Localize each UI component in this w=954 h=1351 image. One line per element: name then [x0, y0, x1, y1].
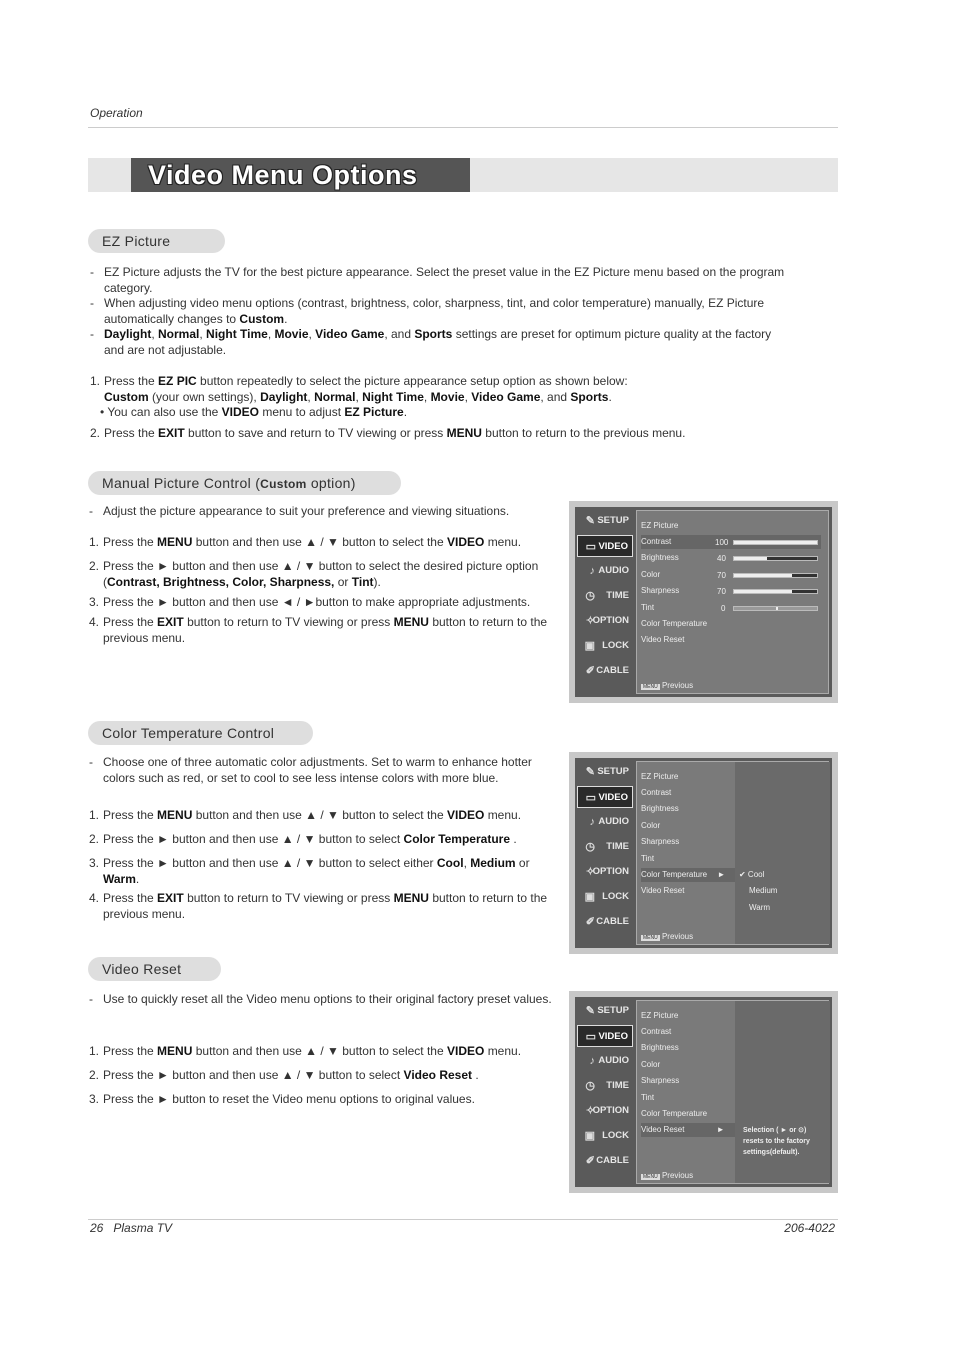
section-label: Operation	[90, 106, 143, 120]
osd-item-sharpness[interactable]: Sharpness	[641, 1076, 680, 1085]
osd-color-temp-menu	[569, 752, 838, 954]
osd-panel	[636, 1000, 829, 1184]
osd-item-colortemp[interactable]: Color Temperature ►	[641, 868, 736, 882]
osd-item-tint[interactable]: Tint	[641, 1093, 655, 1102]
osd-submenu	[735, 1001, 830, 1183]
contrast-fill	[734, 541, 817, 544]
reset-step-2: 2. Press the ► button and then use ▲ / ▼ button to select Video Reset .	[89, 1068, 479, 1082]
brightness-value: 40	[717, 554, 726, 563]
sharpness-value: 70	[717, 587, 726, 596]
footer-page: 26 Plasma TV	[90, 1221, 173, 1235]
osd-previous[interactable]: MENU Previous	[643, 932, 694, 941]
ct-option-medium[interactable]: Medium	[749, 886, 778, 895]
manual-step-4: 4. Press the EXIT button to return to TV viewing or press MENU button to return to the previous menu.	[89, 615, 548, 645]
color-fill	[734, 574, 792, 577]
clock-icon: ◷	[585, 1080, 595, 1092]
osd-item-ez[interactable]: EZ Picture	[641, 521, 679, 530]
tint-marker	[734, 607, 778, 610]
video-reset-heading: Video Reset	[88, 957, 221, 981]
wrench-icon: ✎	[585, 515, 595, 527]
reset-bullet-1: - Use to quickly reset all the Video menu options to their original factory preset values.	[89, 992, 552, 1006]
tint-bar[interactable]	[733, 606, 818, 611]
ez-bullet-1: - EZ Picture adjusts the TV for the best picture appearance. Select the preset value in the EZ Picture menu based on the program category.	[90, 265, 785, 295]
osd-side-lock[interactable]: ▣ LOCK	[584, 1130, 629, 1142]
speaker-icon: ♪	[589, 1055, 595, 1067]
option-icon: ✧	[585, 1105, 595, 1117]
speaker-icon: ♪	[589, 565, 595, 577]
plug-icon: ✐	[585, 916, 595, 928]
osd-item-reset[interactable]: Video Reset	[641, 886, 685, 895]
osd-item-sharpness[interactable]: Sharpness	[641, 837, 680, 846]
osd-side-cable[interactable]: ✐ CABLE	[577, 911, 633, 933]
wrench-icon: ✎	[585, 766, 595, 778]
osd-side-option[interactable]: ✧ OPTION	[577, 610, 633, 632]
manual-bullet-1: - Adjust the picture appearance to suit your preference and viewing situations.	[89, 504, 510, 518]
header-rule	[88, 127, 838, 128]
osd-item-color[interactable]: Color	[641, 570, 661, 579]
tint-value: 0	[721, 604, 726, 613]
plug-icon: ✐	[585, 1155, 595, 1167]
osd-side-setup[interactable]: ✎ SETUP	[577, 1000, 633, 1022]
monitor-icon: ▭	[585, 792, 596, 804]
speaker-icon: ♪	[589, 816, 595, 828]
lock-icon: ▣	[584, 640, 595, 652]
color-value: 70	[717, 571, 726, 580]
osd-item-tint[interactable]: Tint	[641, 854, 655, 863]
color-bar[interactable]	[733, 573, 818, 578]
manual-step-2: 2. Press the ► button and then use ▲ / ▼ button to select the desired picture option (Contrast, Brightness, Color, Sharpness, or Tint).	[89, 559, 539, 589]
footer-rule	[88, 1219, 838, 1220]
contrast-bar[interactable]	[733, 540, 818, 545]
osd-side-time[interactable]: ◷ TIME	[577, 585, 633, 607]
lock-icon: ▣	[584, 1130, 595, 1142]
osd-side-audio[interactable]: ♪ AUDIO	[577, 560, 633, 582]
plug-icon: ✐	[585, 665, 595, 677]
osd-side-audio[interactable]: ♪ AUDIO	[577, 811, 633, 833]
clock-icon: ◷	[585, 590, 595, 602]
page-title: Video Menu Options	[148, 160, 418, 190]
osd-item-brightness[interactable]: Brightness	[641, 1043, 679, 1052]
osd-video-menu	[569, 501, 838, 703]
osd-submenu	[735, 762, 830, 944]
osd-item-color[interactable]: Color	[641, 1060, 661, 1069]
clock-icon: ◷	[585, 841, 595, 853]
manual-picture-heading: Manual Picture Control (Custom option)	[88, 471, 401, 495]
osd-inner	[575, 997, 832, 1187]
osd-previous[interactable]: MENU Previous	[643, 1171, 694, 1180]
osd-item-contrast[interactable]: Contrast	[641, 535, 821, 549]
option-icon: ✧	[585, 866, 595, 878]
osd-item-reset[interactable]: Video Reset ►	[641, 1123, 736, 1137]
osd-item-ez[interactable]: EZ Picture	[641, 1011, 679, 1020]
ct-step-4: 4. Press the EXIT button to return to TV viewing or press MENU button to return to the previous menu.	[89, 891, 548, 921]
monitor-icon: ▭	[585, 541, 596, 553]
osd-panel	[636, 510, 829, 694]
lock-icon: ▣	[584, 891, 595, 903]
osd-side-lock[interactable]: ▣ LOCK	[584, 640, 629, 652]
ct-option-cool[interactable]: ✔ Cool	[739, 870, 765, 879]
ct-step-2: 2. Press the ► button and then use ▲ / ▼ button to select Color Temperature .	[89, 832, 517, 846]
osd-side-cable[interactable]: ✐ CABLE	[577, 660, 633, 682]
sharpness-bar[interactable]	[733, 589, 818, 594]
osd-item-reset[interactable]: Video Reset	[641, 635, 685, 644]
option-icon: ✧	[585, 615, 595, 627]
osd-side-cable[interactable]: ✐ CABLE	[577, 1150, 633, 1172]
osd-side-audio[interactable]: ♪ AUDIO	[577, 1050, 633, 1072]
monitor-icon: ▭	[585, 1031, 596, 1043]
reset-step-1: 1. Press the MENU button and then use ▲ / ▼ button to select the VIDEO menu.	[89, 1044, 522, 1058]
ct-bullet-1: - Choose one of three automatic color adjustments. Set to warm to enhance hotter colors such as red, or set to cool to see less intense colors with more blue.	[89, 755, 532, 785]
osd-side-setup[interactable]: ✎ SETUP	[577, 510, 633, 532]
osd-side-setup[interactable]: ✎ SETUP	[577, 761, 633, 783]
osd-video-reset-menu	[569, 991, 838, 1193]
brightness-bar[interactable]	[733, 556, 818, 561]
osd-item-ez[interactable]: EZ Picture	[641, 772, 679, 781]
osd-side-lock[interactable]: ▣ LOCK	[584, 891, 629, 903]
contrast-value: 100	[715, 538, 729, 547]
ez-step-2: 2. Press the EXIT button to save and return to TV viewing or press MENU button to return to the previous menu.	[90, 426, 686, 440]
osd-item-tint[interactable]: Tint	[641, 603, 655, 612]
footer-model: 206-4022	[784, 1221, 835, 1235]
osd-side-video[interactable]: ▭ VIDEO	[577, 535, 633, 557]
ez-picture-heading: EZ Picture	[88, 229, 225, 253]
osd-item-colortemp[interactable]: Color Temperature	[641, 619, 708, 628]
osd-side-time[interactable]: ◷ TIME	[577, 1075, 633, 1097]
manual-step-3: 3. Press the ► button and then use ◄ / ►button to make appropriate adjustments.	[89, 595, 531, 609]
reset-step-3: 3. Press the ► button to reset the Video menu options to original values.	[89, 1092, 475, 1106]
ct-step-3: 3. Press the ► button and then use ▲ / ▼ button to select either Cool, Medium or Warm.	[89, 856, 530, 886]
osd-item-contrast[interactable]: Contrast	[641, 1027, 672, 1036]
osd-item-brightness[interactable]: Brightness	[641, 553, 679, 562]
manual-step-1: 1. Press the MENU button and then use ▲ / ▼ button to select the VIDEO menu.	[89, 535, 522, 549]
osd-item-contrast[interactable]: Contrast	[641, 788, 672, 797]
ez-step-1: 1. Press the EZ PIC button repeatedly to select the picture appearance setup option as shown below: Custom (your own settings), Daylight, Normal, Night Time, Movie, Video Game, and Sports. • You can also use the VIDEO menu to adjust EZ Picture.	[90, 374, 628, 419]
osd-item-color[interactable]: Color	[641, 821, 661, 830]
osd-panel	[636, 761, 829, 945]
ct-option-warm[interactable]: Warm	[749, 903, 771, 912]
ct-step-1: 1. Press the MENU button and then use ▲ / ▼ button to select the VIDEO menu.	[89, 808, 522, 822]
osd-item-brightness[interactable]: Brightness	[641, 804, 679, 813]
osd-side-video[interactable]: ▭ VIDEO	[577, 786, 633, 808]
osd-side-option[interactable]: ✧ OPTION	[577, 1100, 633, 1122]
osd-inner	[575, 758, 832, 948]
sharpness-fill	[734, 590, 792, 593]
ez-bullet-3: - Daylight, Normal, Night Time, Movie, Video Game, and Sports settings are preset for optimum picture quality at the factory and are not adjustable.	[90, 327, 772, 357]
brightness-fill	[734, 557, 767, 560]
osd-side-option[interactable]: ✧ OPTION	[577, 861, 633, 883]
osd-item-colortemp[interactable]: Color Temperature	[641, 1109, 708, 1118]
color-temp-heading: Color Temperature Control	[88, 721, 313, 745]
wrench-icon: ✎	[585, 1005, 595, 1017]
osd-item-sharpness[interactable]: Sharpness	[641, 586, 680, 595]
osd-side-video[interactable]: ▭ VIDEO	[577, 1025, 633, 1047]
reset-note: Selection ( ► or ⊙) resets to the factory settings(default).	[743, 1127, 810, 1156]
osd-previous[interactable]: MENU Previous	[643, 681, 694, 690]
ez-bullet-2: - When adjusting video menu options (contrast, brightness, color, sharpness, tint, and color temperature) manually, EZ Picture automatically changes to Custom.	[90, 296, 765, 326]
osd-inner	[575, 507, 832, 697]
osd-side-time[interactable]: ◷ TIME	[577, 836, 633, 858]
